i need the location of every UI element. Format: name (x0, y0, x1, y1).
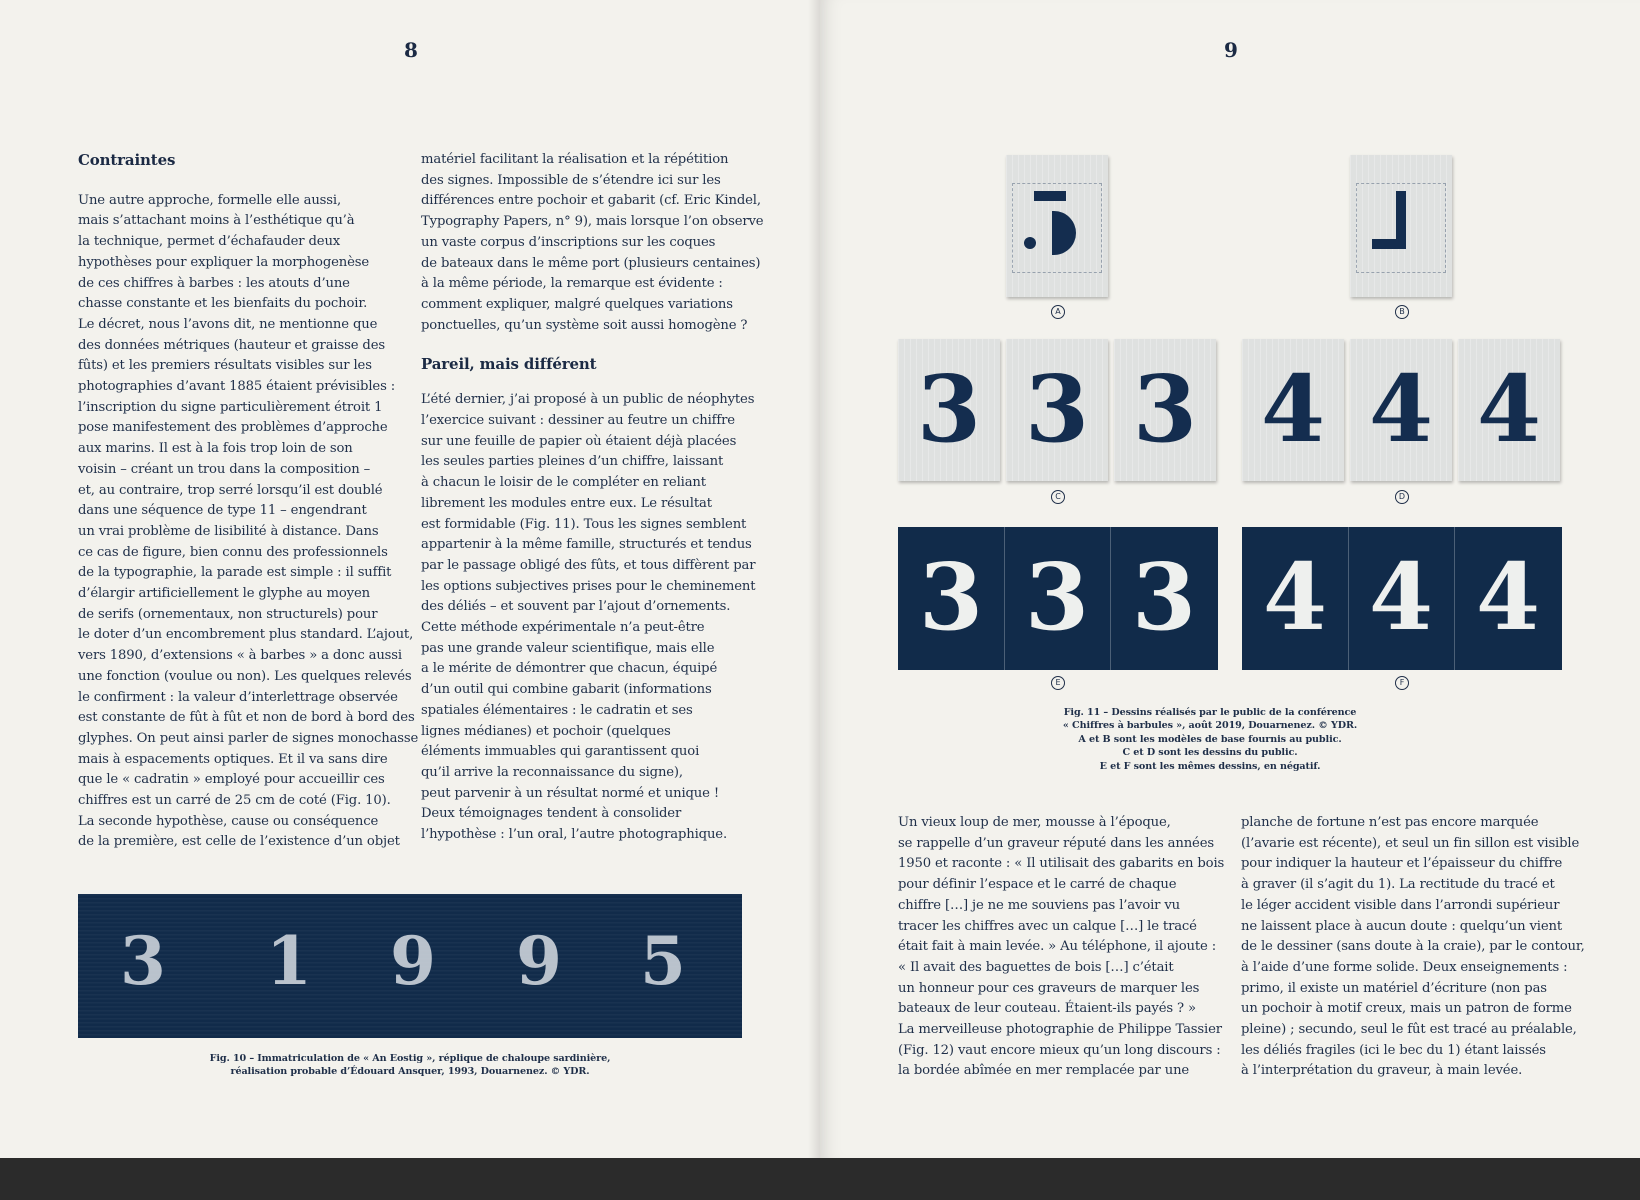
text-line: des signes. Impossible de s’étendre ici sur les (421, 172, 721, 188)
text-line: ponctuelles, qu’un système soit aussi homogène ? (421, 317, 748, 333)
text-line: lignes médianes) et pochoir (quelques (421, 723, 671, 739)
text-line: pleine) ; secundo, seul le fût est tracé au préalable, (1241, 1022, 1577, 1038)
text-line: (Fig. 12) vaut encore mieux qu’un long discours : (898, 1042, 1221, 1058)
text-line: la bordée abîmée en mer remplacée par une (898, 1063, 1190, 1079)
text-line: Typography Papers, n° 9), mais lorsque l’on observe (421, 214, 764, 230)
text-line: était fait à main levée. » Au téléphone, il ajoute : (898, 939, 1217, 955)
text-line: La seconde hypothèse, cause ou conséquence (78, 813, 379, 829)
text-line: 1950 et raconte : « Il utilisait des gabarits en bois (898, 856, 1225, 872)
text-line: vers 1890, d’extensions « à barbes » a donc aussi (78, 648, 402, 664)
text-line: aux marins. Il est à la fois trop loin de son (78, 441, 353, 457)
text-line: pour définir l’espace et le carré de chaque (898, 877, 1177, 893)
fig10-glyph: 5 (640, 922, 686, 1000)
text-line: qu’il arrive la reconnaissance du signe), (421, 764, 683, 780)
text-line: de serifs (ornementaux, non structurels) pour (78, 606, 378, 622)
left-column-1 (78, 150, 419, 853)
figure-d-drawing (1458, 339, 1560, 481)
text-line: un vrai problème de lisibilité à distance. Dans (78, 523, 379, 539)
text-line: un honneur pour ces graveurs de marquer les (898, 980, 1200, 996)
text-line: éléments immuables qui garantissent quoi (421, 744, 700, 760)
text-line: les seules parties pleines d’un chiffre, laissant (421, 454, 724, 470)
text-line: de la typographie, la parade est simple : il suffit (78, 565, 392, 581)
caption-line: « Chiffres à barbules », août 2019, Douarnenez. © YDR. (1062, 720, 1358, 732)
text-line: Le décret, nous l’avons dit, ne mentionne que (78, 316, 378, 332)
negative-digit: 3 (1024, 543, 1089, 651)
text-line: les options subjectives prises pour le cheminement (421, 578, 756, 594)
fig10-registration-photo (78, 894, 742, 1038)
text-line: à chacun le loisir de le compléter en reliant (421, 475, 706, 491)
fig10-glyph: 9 (516, 922, 562, 1000)
negative-digit: 4 (1368, 543, 1433, 651)
fig10-glyph: 3 (120, 922, 166, 1000)
text-line: peut parvenir à un résultat normé et unique ! (421, 785, 719, 801)
text-line: le doter d’un encombrement plus standard. L’ajout, (78, 627, 414, 643)
figure-a-template (1006, 155, 1108, 297)
text-line: voisin – créant un trou dans la composition – (78, 461, 371, 477)
figure-d-drawing (1350, 339, 1452, 481)
page-number-right: 9 (1224, 38, 1238, 62)
figure-c-drawing (898, 339, 1000, 481)
drawn-digit: 4 (1260, 355, 1325, 463)
label-f: F (1395, 676, 1409, 690)
text-line: hypothèses pour expliquer la morphogenèse (78, 254, 370, 270)
text-line: librement les modules entre eux. Le résultat (421, 495, 712, 511)
text-line: comment expliquer, malgré quelques variations (421, 296, 733, 312)
text-line: appartenir à la même famille, structurés et tendus (421, 537, 752, 553)
text-line: les déliés fragiles (ici le bec du 1) étant laissés (1241, 1042, 1546, 1058)
text-line: Une autre approche, formelle elle aussi, (78, 192, 342, 208)
text-line: un vaste corpus d’inscriptions sur les coques (421, 234, 716, 250)
text-line: que le « cadratin » employé pour accueillir ces (78, 772, 385, 788)
text-line: une fonction (voulue ou non). Les quelques relevés (78, 668, 412, 684)
text-line: matériel facilitant la réalisation et la répétition (421, 152, 729, 167)
text-line: de le dessiner (sans doute à la craie), par le contour, (1241, 939, 1585, 955)
fig10-caption (150, 1052, 670, 1079)
page-number-left: 8 (404, 38, 418, 62)
text-line: à graver (il s’agit du 1). La rectitude du tracé et (1241, 877, 1555, 893)
caption-line: E et F sont les mêmes dessins, en négatif. (1099, 760, 1321, 772)
text-line: mais s’attachant moins à l’esthétique qu’à (78, 213, 355, 229)
text-line: pour indiquer la hauteur et l’épaisseur du chiffre (1241, 856, 1563, 872)
text-line: de ces chiffres à barbes : les atouts d’une (78, 275, 350, 291)
drawn-digit: 4 (1476, 355, 1541, 463)
text-line: spatiales élémentaires : le cadratin et ses (421, 702, 693, 718)
text-line: glyphes. On peut ainsi parler de signes monochasse (78, 730, 419, 746)
negative-digit: 4 (1475, 543, 1540, 651)
text-line: est formidable (Fig. 11). Tous les signes semblent (421, 516, 747, 532)
label-c: C (1051, 490, 1065, 504)
right-column-2-text (1241, 813, 1585, 1082)
fig10-glyph: 1 (266, 922, 312, 1000)
text-line: à la même période, la remarque est évidente : (421, 276, 723, 292)
text-line: ne laissent place à aucun doute : quelqu’un vient (1241, 918, 1562, 934)
text-line: le confirment : la valeur d’interlettrage observée (78, 689, 398, 705)
text-line: à l’aide d’une forme solide. Deux enseignements : (1241, 959, 1568, 975)
text-line: Un vieux loup de mer, mousse à l’époque, (898, 815, 1171, 830)
text-line: différences entre pochoir et gabarit (cf. Eric Kindel, (421, 193, 761, 209)
caption-line: A et B sont les modèles de base fournis au public. (1078, 733, 1342, 745)
text-line: « Il avait des baguettes de bois […] c’était (898, 959, 1174, 975)
left-column-2 (421, 150, 764, 846)
text-line: fûts) et les premiers résultats visibles sur les (78, 358, 372, 374)
text-line: a le mérite de démontrer que chacun, équipé (421, 661, 718, 677)
left-column-2-text-a (421, 150, 764, 336)
text-line: l’inscription du signe particulièrement étroit 1 (78, 399, 383, 415)
right-page (820, 0, 1640, 1158)
text-line: photographies d’avant 1885 étaient prévisibles : (78, 379, 396, 395)
text-line: mais à espacements optiques. Et il va sans dire (78, 751, 388, 767)
text-line: de la première, est celle de l’existence d’un objet (78, 834, 400, 850)
figure-c-drawing (1114, 339, 1216, 481)
text-line: primo, il existe un matériel d’écriture (non pas (1241, 980, 1547, 996)
figure-c-drawing (1006, 339, 1108, 481)
text-line: l’exercice suivant : dessiner au feutre un chiffre (421, 413, 735, 429)
drawn-digit: 3 (916, 355, 981, 463)
text-line: d’élargir artificiellement le glyphe au moyen (78, 586, 370, 602)
right-column-1-text (898, 813, 1225, 1082)
text-line: la technique, permet d’échafauder deux (78, 234, 341, 250)
text-line: tracer les chiffres avec un calque […] le tracé (898, 918, 1197, 934)
text-line: un pochoir à motif creux, mais un patron de forme (1241, 1001, 1572, 1017)
text-line: planche de fortune n’est pas encore marquée (1241, 815, 1539, 830)
caption-line: réalisation probable d’Édouard Ansquer, 1993, Douarnenez. © YDR. (230, 1066, 590, 1078)
right-column-2 (1241, 813, 1585, 1082)
caption-line: Fig. 10 – Immatriculation de « An Eostig », réplique de chaloupe sardinière, (209, 1053, 611, 1064)
caption-line: Fig. 11 – Dessins réalisés par le public de la conférence (1063, 707, 1357, 718)
text-line: pose manifestement des problèmes d’approche (78, 420, 388, 436)
drawn-digit: 3 (1132, 355, 1197, 463)
caption-line: C et D sont les dessins du public. (1122, 747, 1298, 759)
fig11-caption (1000, 706, 1420, 773)
text-line: l’hypothèse : l’un oral, l’autre photographique. (421, 827, 727, 843)
text-line: se rappelle d’un graveur réputé dans les années (898, 835, 1214, 851)
text-line: dans une séquence de type 11 – engendrant (78, 503, 367, 519)
left-page (0, 0, 820, 1158)
negative-digit: 3 (918, 543, 983, 651)
text-line: pas une grande valeur scientifique, mais elle (421, 640, 715, 656)
text-line: bateaux de leur couteau. Étaient-ils payés ? » (898, 1001, 1196, 1017)
text-line: par le passage obligé des fûts, et tous diffèrent par (421, 557, 756, 573)
left-column-2-text-b (421, 390, 756, 845)
text-line: L’été dernier, j’ai proposé à un public de néophytes (421, 392, 755, 408)
figure-b-template (1350, 155, 1452, 297)
figure-f-negative (1242, 527, 1562, 670)
text-line: des déliés – et souvent par l’ajout d’ornements. (421, 599, 731, 615)
drawn-digit: 4 (1368, 355, 1433, 463)
text-line: le léger accident visible dans l’arrondi supérieur (1241, 897, 1560, 913)
drawn-digit: 3 (1024, 355, 1089, 463)
label-b: B (1395, 305, 1409, 319)
text-line: La merveilleuse photographie de Philippe Tassier (898, 1022, 1222, 1038)
text-line: (l’avarie est récente), et seul un fin sillon est visible (1241, 835, 1580, 851)
text-line: ce cas de figure, bien connu des professionnels (78, 544, 388, 560)
text-line: chasse constante et les bienfaits du pochoir. (78, 296, 368, 312)
text-line: Deux témoignages tendent à consolider (421, 806, 682, 822)
section-heading-pareil: Pareil, mais différent (421, 355, 597, 374)
text-line: chiffres est un carré de 25 cm de coté (Fig. 10). (78, 793, 391, 809)
figure-e-negative (898, 527, 1218, 670)
fig10-glyph: 9 (390, 922, 436, 1000)
right-column-1 (898, 813, 1225, 1082)
label-a: A (1051, 305, 1065, 319)
label-d: D (1395, 490, 1409, 504)
left-column-1-text (78, 191, 419, 854)
text-line: d’un outil qui combine gabarit (informations (421, 682, 712, 698)
text-line: des données métriques (hauteur et graisse des (78, 337, 385, 353)
section-heading-contraintes: Contraintes (78, 151, 176, 169)
text-line: chiffre […] je ne me souviens pas l’avoir vu (898, 897, 1181, 913)
negative-digit: 3 (1131, 543, 1196, 651)
text-line: de bateaux dans le même port (plusieurs centaines) (421, 255, 761, 271)
text-line: est constante de fût à fût et non de bord à bord des (78, 710, 415, 726)
text-line: et, au contraire, trop serré lorsqu’il est doublé (78, 482, 383, 498)
figure-d-drawing (1242, 339, 1344, 481)
text-line: à l’interprétation du graveur, à main levée. (1241, 1063, 1523, 1079)
text-line: sur une feuille de papier où étaient déjà placées (421, 433, 737, 449)
negative-digit: 4 (1262, 543, 1327, 651)
text-line: Cette méthode expérimentale n’a peut-être (421, 620, 705, 636)
label-e: E (1051, 676, 1065, 690)
